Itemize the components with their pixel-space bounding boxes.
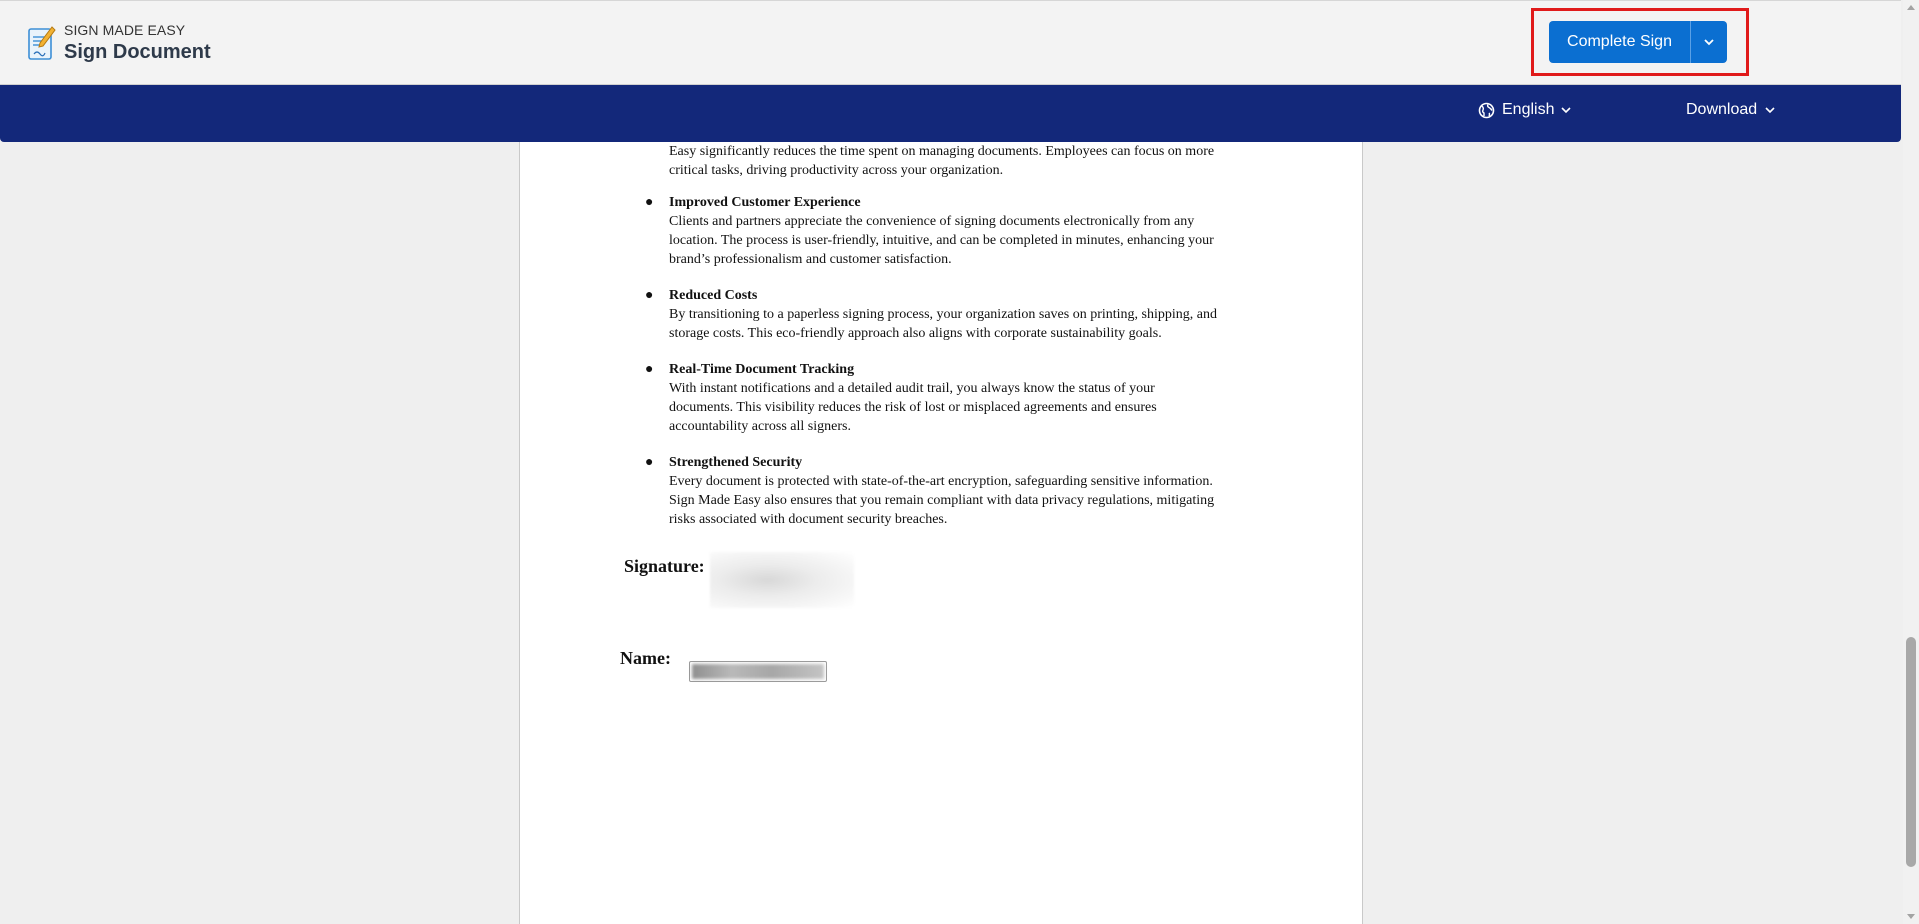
page-scrollbar[interactable] [1903, 0, 1919, 924]
app-header [0, 0, 1901, 85]
app-name: SIGN MADE EASY [64, 22, 186, 38]
list-item [645, 453, 1309, 529]
bullet-icon: ● [645, 362, 654, 377]
list-item [645, 286, 1309, 343]
text-line: documents. This visibility reduces the risk of lost or misplaced agreements and ensures [669, 400, 1157, 415]
language-label: English [1502, 101, 1555, 118]
download-menu[interactable] [1686, 101, 1775, 119]
text-line: Sign Made Easy also ensures that you remain compliant with data privacy regulations, mitigating [669, 493, 1215, 508]
text-line: critical tasks, driving productivity across your organization. [669, 163, 1004, 178]
signature-label: Signature: [624, 556, 705, 576]
document-pen-icon [26, 25, 56, 63]
text-line: storage costs. This eco-friendly approach also aligns with corporate sustainability goals. [669, 326, 1162, 341]
signature-image[interactable] [710, 552, 854, 608]
page-title: Sign Document [64, 41, 211, 63]
bullet-icon: ● [645, 288, 654, 303]
scroll-thumb[interactable] [1906, 637, 1916, 867]
toolbar-navbar [0, 85, 1901, 142]
chevron-down-icon [1561, 107, 1571, 114]
name-value-redacted [692, 664, 824, 679]
text-line: By transitioning to a paperless signing process, your organization saves on printing, shipping, and [669, 307, 1217, 322]
scroll-up-icon[interactable] [1907, 5, 1915, 10]
bullet-title: Reduced Costs [669, 288, 758, 303]
language-selector[interactable] [1478, 101, 1571, 119]
globe-icon [1478, 102, 1495, 119]
complete-sign-button[interactable]: Complete Sign [1549, 21, 1690, 63]
text-line: location. The process is user-friendly, intuitive, and can be completed in minutes, enhancing your [669, 233, 1214, 248]
intro-paragraph [669, 142, 1279, 180]
scroll-down-icon[interactable] [1907, 914, 1915, 919]
bullet-title: Improved Customer Experience [669, 195, 861, 210]
list-item [645, 360, 1309, 436]
document-page [519, 142, 1363, 924]
complete-sign-button-group [1549, 21, 1727, 63]
chevron-down-icon [1704, 39, 1714, 46]
text-line: With instant notifications and a detailed audit trail, you always know the status of your [669, 381, 1155, 396]
text-line: Clients and partners appreciate the convenience of signing documents electronically from any [669, 214, 1195, 229]
text-line: Every document is protected with state-of-the-art encryption, safeguarding sensitive information. [669, 474, 1213, 489]
text-line: accountability across all signers. [669, 419, 851, 434]
name-label: Name: [620, 648, 671, 668]
text-line: risks associated with document security breaches. [669, 512, 948, 527]
text-line: brand’s professionalism and customer satisfaction. [669, 252, 952, 267]
bullet-icon: ● [645, 195, 654, 210]
complete-sign-dropdown-button[interactable] [1690, 21, 1727, 63]
bullet-title: Real-Time Document Tracking [669, 362, 855, 377]
bullet-icon: ● [645, 455, 654, 470]
chevron-down-icon [1765, 107, 1775, 114]
download-label: Download [1686, 101, 1758, 118]
name-field[interactable] [689, 661, 827, 682]
bullet-title: Strengthened Security [669, 455, 803, 470]
list-item [645, 193, 1309, 269]
text-line: Easy significantly reduces the time spent on managing documents. Employees can focus on more [669, 144, 1215, 159]
